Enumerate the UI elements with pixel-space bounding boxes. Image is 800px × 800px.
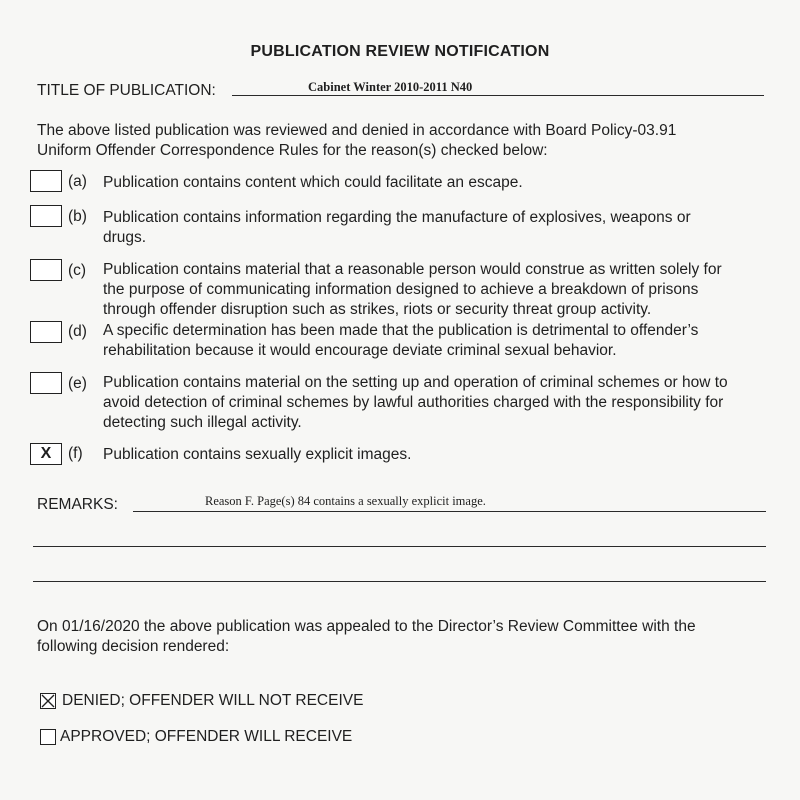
reason-f-letter: (f) bbox=[68, 445, 83, 462]
decision-approved-checkbox[interactable] bbox=[40, 729, 56, 745]
remarks-line-3 bbox=[33, 581, 766, 582]
reason-d-line-2: rehabilitation because it would encourage deviate criminal sexual behavior. bbox=[103, 342, 617, 359]
reason-f-checkbox[interactable] bbox=[30, 443, 62, 465]
publication-title-value: Cabinet Winter 2010-2011 N40 bbox=[308, 80, 473, 94]
reason-c-checkbox[interactable] bbox=[30, 259, 62, 281]
reason-c-line-3: through offender disruption such as strikes, riots or security threat group activity. bbox=[103, 301, 652, 318]
appeal-paragraph bbox=[37, 617, 777, 657]
intro-line-2: Uniform Offender Correspondence Rules for the reason(s) checked below: bbox=[37, 142, 548, 159]
reason-c-letter: (c) bbox=[68, 262, 87, 279]
intro-paragraph bbox=[37, 121, 777, 161]
reason-e-line-2: avoid detection of criminal schemes by lawful authorities charged with the responsibility for bbox=[103, 394, 724, 411]
reason-b-text bbox=[103, 208, 763, 248]
reason-c-text bbox=[103, 260, 763, 320]
reason-e-mark bbox=[31, 373, 61, 393]
reason-b-checkbox[interactable] bbox=[30, 205, 62, 227]
reason-f-mark: X bbox=[40, 445, 52, 462]
reason-f-text bbox=[103, 445, 763, 465]
remarks-label: REMARKS: bbox=[37, 496, 118, 513]
reason-c-line-2: the purpose of communicating information designed to achieve a breakdown of prisons bbox=[103, 281, 699, 298]
reason-a-letter: (a) bbox=[68, 173, 87, 190]
publication-title-line bbox=[232, 95, 764, 96]
reason-d-checkbox[interactable] bbox=[30, 321, 62, 343]
decision-approved-label: APPROVED; OFFENDER WILL RECEIVE bbox=[60, 728, 353, 745]
remarks-line-1 bbox=[133, 511, 766, 512]
reason-e-line-3: detecting such illegal activity. bbox=[103, 414, 302, 431]
reason-e-line-1: Publication contains material on the setting up and operation of criminal schemes or how to bbox=[103, 374, 728, 391]
reason-b-line-2: drugs. bbox=[103, 229, 147, 246]
reason-d-line-1: A specific determination has been made that the publication is detrimental to offender’s bbox=[103, 322, 699, 339]
appeal-line-2: following decision rendered: bbox=[37, 638, 230, 655]
x-mark-icon bbox=[41, 694, 55, 708]
publication-title-label: TITLE OF PUBLICATION: bbox=[37, 82, 216, 99]
reason-f-line-1: Publication contains sexually explicit images. bbox=[103, 446, 412, 463]
reason-b-mark bbox=[31, 206, 61, 226]
decision-denied-checkbox[interactable] bbox=[40, 693, 56, 709]
remarks-value: Reason F. Page(s) 84 contains a sexually explicit image. bbox=[205, 494, 486, 508]
reason-e-text bbox=[103, 373, 763, 433]
reason-a-text bbox=[103, 173, 763, 193]
reason-a-line-1: Publication contains content which could facilitate an escape. bbox=[103, 174, 523, 191]
reason-a-mark bbox=[31, 171, 61, 191]
reason-e-checkbox[interactable] bbox=[30, 372, 62, 394]
appeal-line-1: On 01/16/2020 the above publication was appealed to the Director’s Review Committee with the bbox=[37, 618, 696, 635]
reason-e-letter: (e) bbox=[68, 375, 87, 392]
form-title: PUBLICATION REVIEW NOTIFICATION bbox=[250, 43, 550, 60]
reason-c-line-1: Publication contains material that a reasonable person would construe as written solely for bbox=[103, 261, 722, 278]
reason-c-mark bbox=[31, 260, 61, 280]
intro-line-1: The above listed publication was reviewed and denied in accordance with Board Policy-03.91 bbox=[37, 122, 677, 139]
remarks-line-2 bbox=[33, 546, 766, 547]
reason-b-letter: (b) bbox=[68, 208, 87, 225]
reason-a-checkbox[interactable] bbox=[30, 170, 62, 192]
reason-d-text bbox=[103, 321, 763, 361]
reason-d-mark bbox=[31, 322, 61, 342]
reason-b-line-1: Publication contains information regarding the manufacture of explosives, weapons or bbox=[103, 209, 691, 226]
reason-d-letter: (d) bbox=[68, 323, 87, 340]
decision-denied-label: DENIED; OFFENDER WILL NOT RECEIVE bbox=[62, 692, 364, 709]
